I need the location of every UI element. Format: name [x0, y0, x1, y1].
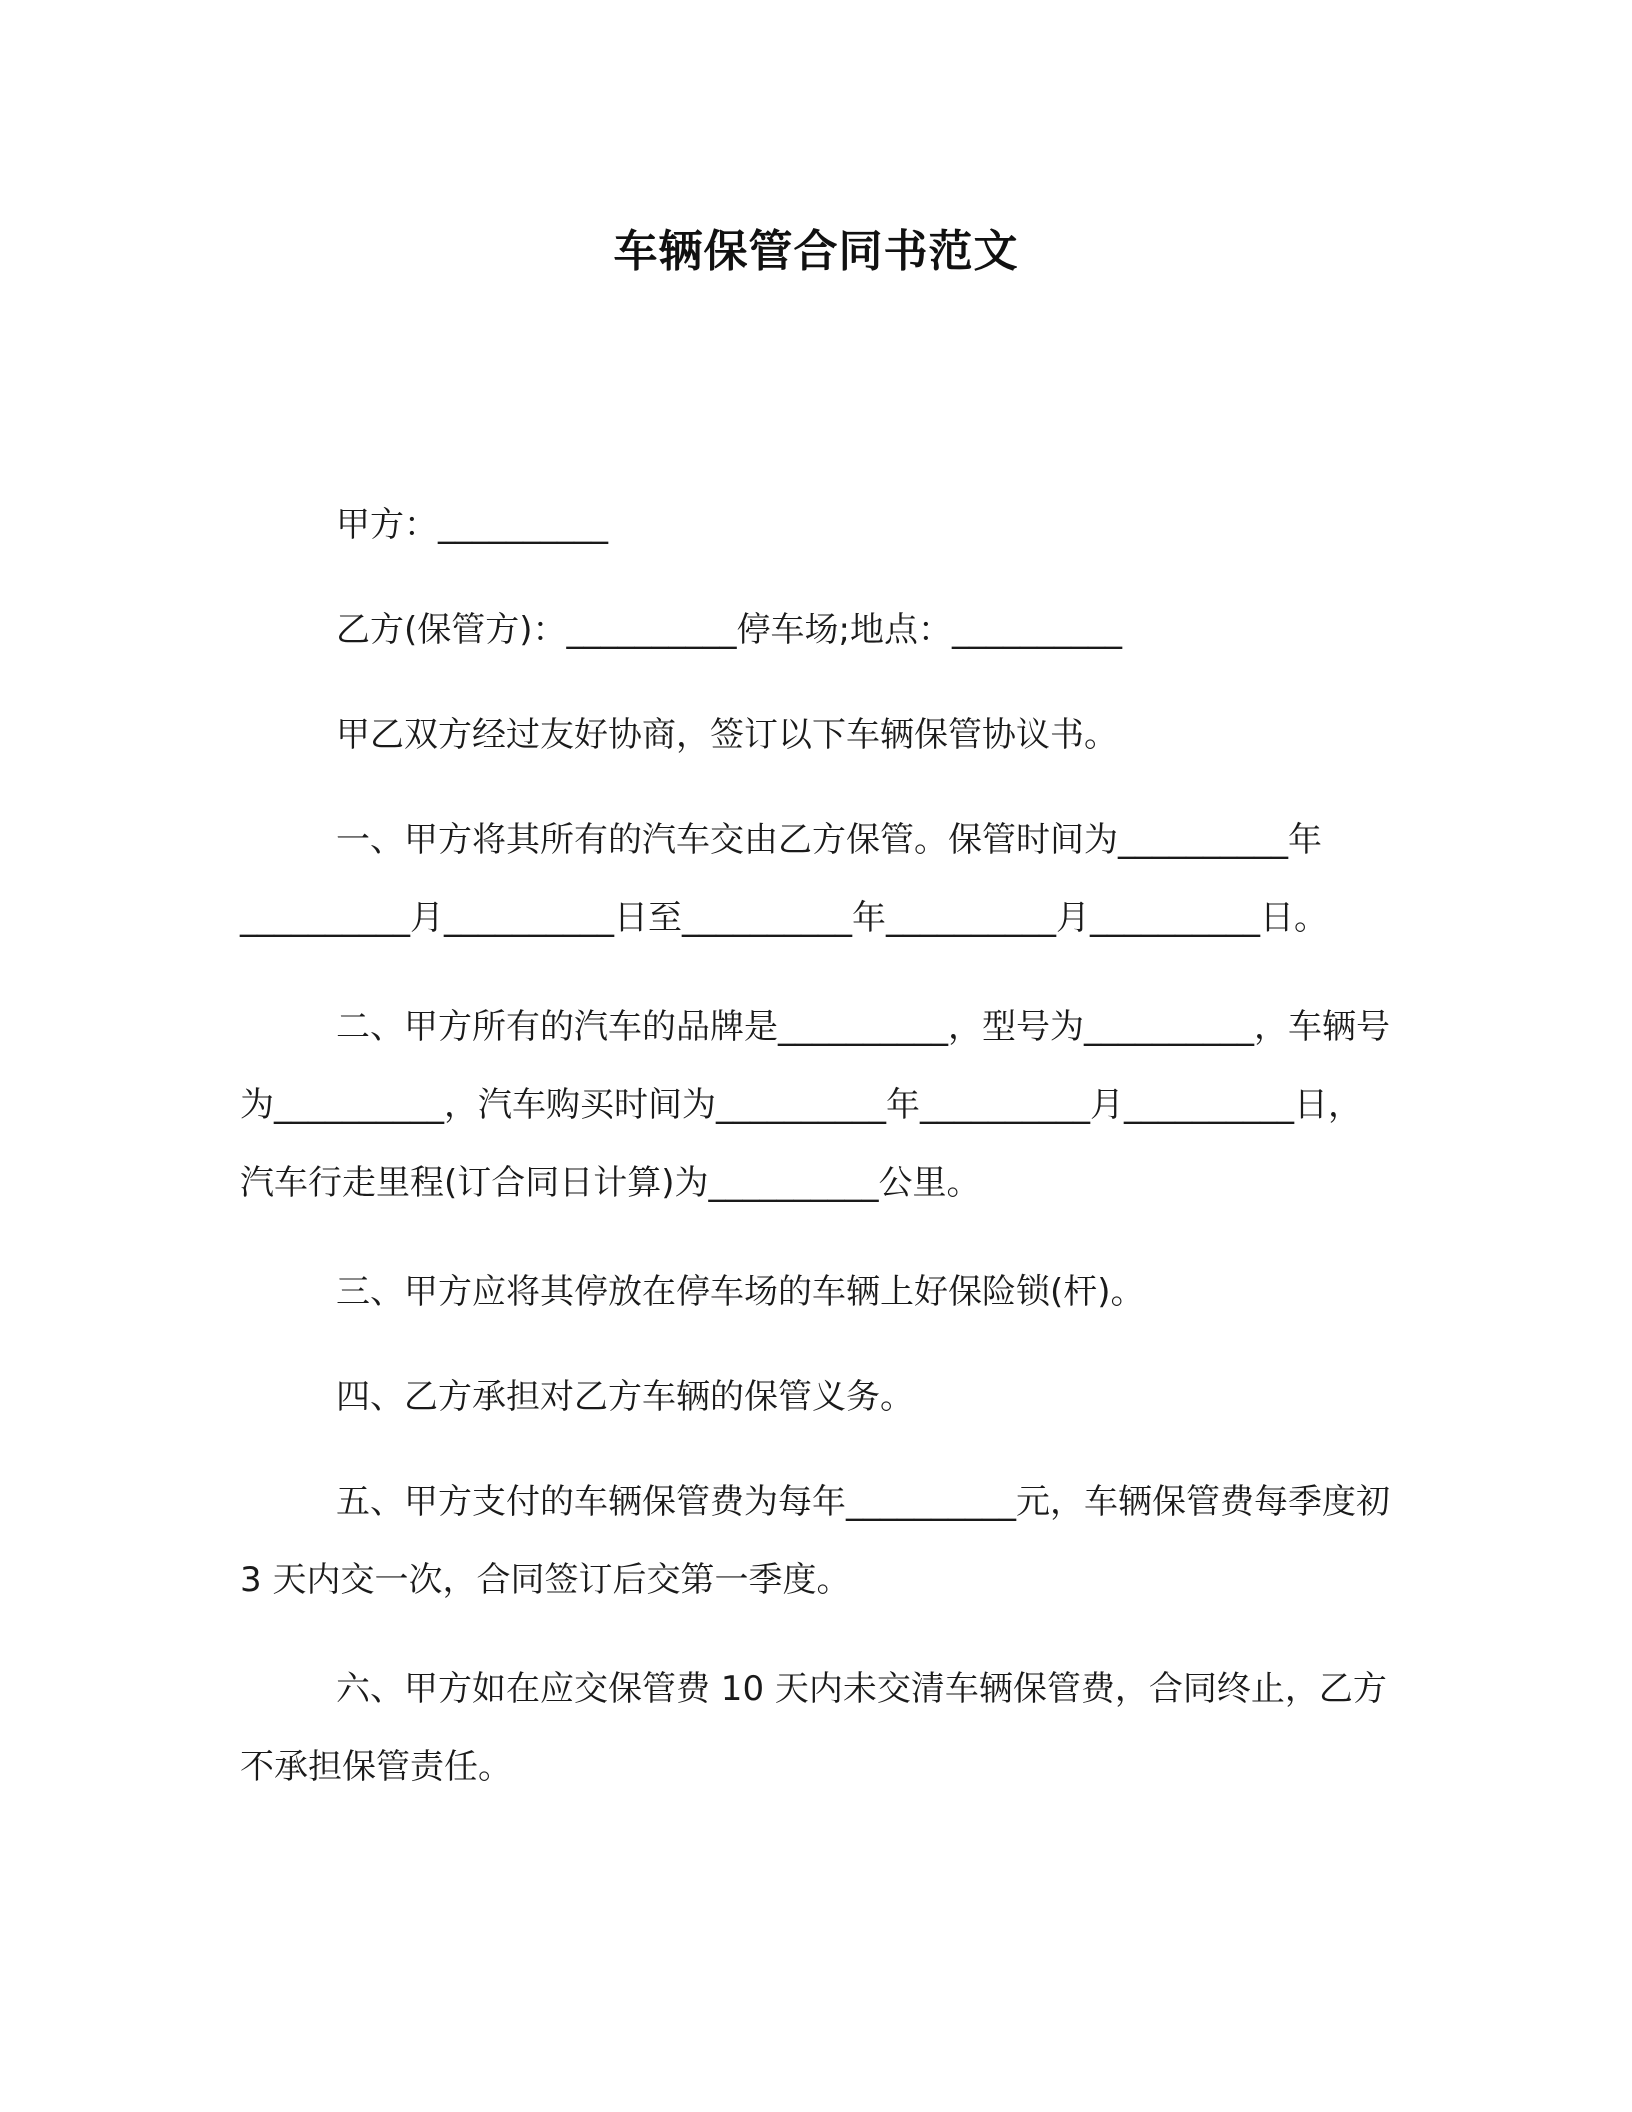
clause-4-paragraph: 四、乙方承担对乙方车辆的保管义务。 [336, 1377, 914, 1417]
preamble-paragraph: 甲乙双方经过友好协商，签订以下车辆保管协议书。 [336, 715, 1118, 755]
document-title: 车辆保管合同书范文 [613, 226, 1019, 277]
document-body [240, 486, 1392, 1833]
party-b-line: 乙方(保管方)：__________停车场;地点：__________ [336, 610, 1122, 650]
clause-5-paragraph: 五、甲方支付的车辆保管费为每年__________元，车辆保管费每季度初 3 天内交一次，合同签订后交第一季度。 [240, 1482, 1390, 1600]
clause-2-paragraph: 二、甲方所有的汽车的品牌是__________，型号为__________，车辆号为__________，汽车购买时间为__________年__________月__________日，汽车行走里程(订合同日计算)为__________公里。 [240, 1007, 1390, 1203]
clause-1-paragraph: 一、甲方将其所有的汽车交由乙方保管。保管时间为__________年__________月__________日至__________年__________月__________日。 [240, 820, 1328, 938]
party-a-line: 甲方：__________ [336, 505, 608, 545]
clause-6-paragraph: 六、甲方如在应交保管费 10 天内未交清车辆保管费，合同终止，乙方不承担保管责任。 [240, 1669, 1387, 1787]
clause-3-paragraph: 三、甲方应将其停放在停车场的车辆上好保险锁(杆)。 [336, 1272, 1145, 1312]
